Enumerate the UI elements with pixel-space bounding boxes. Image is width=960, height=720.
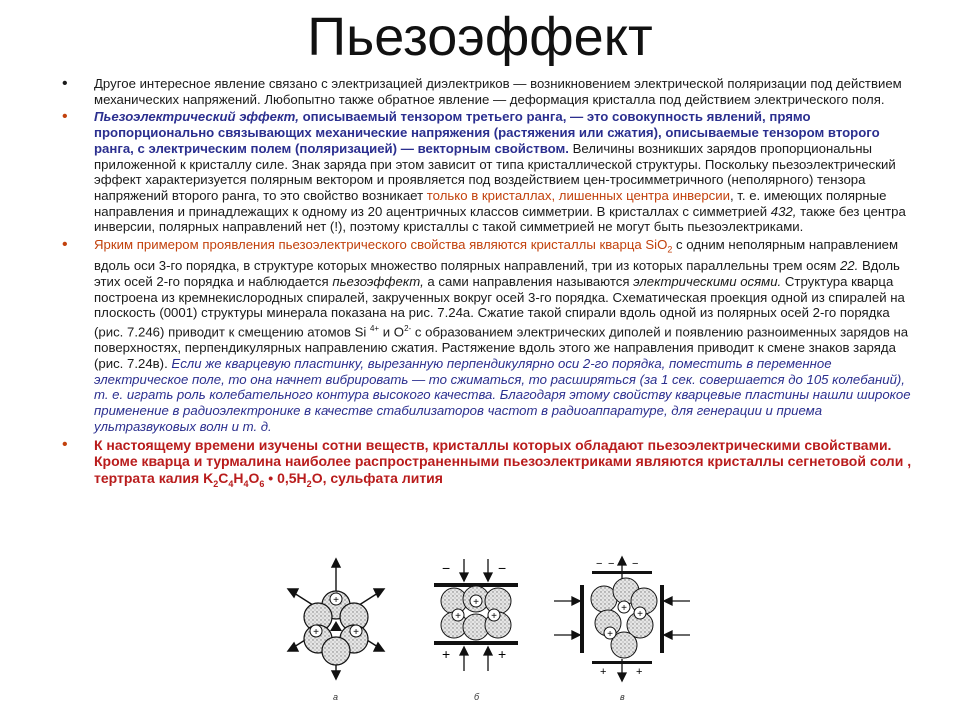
top-plate [592,571,652,574]
paragraph-3f: с образованием электрических диполей и появлению разноименных зарядов на поверхностях, перпендикулярных направлению сжатия. Растяжение вдоль этого же направления приводит к смене знаков заряда (рис. 7.24в). [94,324,909,371]
paragraph-3c: а сами направления называются [423,274,634,290]
bullet-marker: • [62,108,68,126]
plus-sign: + [353,627,359,638]
plus-sign: + [636,666,643,678]
page-title: Пьезоэффект [307,7,653,67]
piezo-term: Пьезоэлектрический эффект, [94,109,299,125]
plus-sign: + [491,611,497,622]
plus-sign: + [621,603,627,614]
paragraph-3d: Структура кварца построена из кремнекислородных спиралей, закрученных вокруг осей 3-го порядка. Схематическая проекция одной из спиралей на плоскость (0001) структуры минерала показана на рис. 7.24а. Сжатие такой спирали вдоль одной из полярных осей 2-го порядка (рис. 7.246) приводит к смещению атомов Si [94,274,905,340]
plus-sign: + [637,609,643,620]
quartz-example: Ярким примером проявления пьезоэлектрического свойства являются кристаллы кварца SiO [94,237,668,253]
bullet-item-3 [62,237,922,434]
minus-sign: − [608,558,615,570]
arrows-bottom [460,647,492,671]
si-charge: 4+ [369,324,380,334]
paragraph-3e: и O [379,324,405,340]
diagram-c [552,555,692,683]
diagram-a [272,555,400,683]
paragraph-2c: также без центра инверсии, полярных направлений нет (!), поэтому кристаллы с такой симметрией не могут быть пьезоэлектриками. [94,203,906,235]
symmetry-432: 432, [770,203,797,219]
bullet-list [62,76,922,494]
bullet-marker: • [62,435,68,453]
arrows-top [460,559,492,581]
paragraph-4: К настоящему времени изучены сотни веществ, кристаллы которых обладают пьезоэлектрическими свойствами. Кроме кварца и турмалина наиболее распространенными пьезоэлектриками являются кристаллы сегнетовой соли , тертрата калия $K_2C_4H_4O_6$ • $0,5H_2O$, сульфата лития [94,436,912,489]
electric-axes: электрическими осями. [633,274,782,290]
plus-sign: + [600,666,607,678]
plus-sign: + [333,595,339,606]
paragraph-3b: Вдоль этих осей 2-го порядка и наблюдается [94,258,900,290]
piezo-definition: описываемый тензором третьего ранга, — это совокупность явлений, прямо пропорционально связывающих механические напряжения (растяжения или сжатия), описываемые тензором второго ранга, с электрическим полем (поляризацией) — векторным свойством. [94,109,880,156]
minus-sign: − [632,558,639,570]
caption-a: a [333,692,339,702]
paragraph-3a: с одним неполярным направлением вдоль оси 3-го порядка, в структуре которых множество полярных направлений, три из которых параллельны трем осям [94,237,899,274]
highlight-inversion: только в кристаллах, лишенных центра инверсии [426,187,730,203]
minus-sign: − [442,560,451,576]
bullet-marker: • [62,75,68,92]
quartz-oscillator-text: Если же кварцевую пластинку, вырезанную перпендикулярно оси 2-го порядка, поместить в переменное электрическое поле, то она начнет вибрировать — то сжиматься, то расширяться (за 1 сек. совершается до 105 колебаний), т. е. играть роль колебательного контура высокого качества. Благодаря этому свойству кварцевые пластины нашли широкое применение в радиоэлектронике в качестве стабилизаторов частот в радиоаппаратуре, для генерации и приема ультразвуковых волн и т. д. [94,355,911,434]
paragraph-1: Другое интересное явление связано с электризацией диэлектриков — возникновением электрической поляризации под действием механических напряжений. Любопытно также обратное явление — деформация кристалла под действием электрического поля. [94,76,902,107]
plus-sign: + [442,646,451,662]
oxygen-atom [322,637,350,665]
caption-c: в [620,692,625,702]
bullet-marker: • [62,236,68,254]
right-plate [660,585,664,653]
bullet-item-1 [62,76,922,107]
paragraph-2b: , т. е. имеющих полярные направления и принадлежащих к одному из 20 ацентричных классов симметрии. В кристаллах с симметрией [94,187,887,219]
bottom-plate [434,641,518,645]
axes-22: 22. [839,258,859,274]
piezo-italic: пьезоэффект, [332,274,424,290]
quartz-sub: 2 [667,244,673,255]
bullet-item-2 [62,109,922,235]
o-charge: 2- [404,324,412,334]
plus-sign: + [498,646,507,662]
left-plate [580,585,584,653]
axis-triangle [330,621,342,631]
plus-sign: + [313,627,319,638]
plus-sign: + [473,597,479,608]
paragraph-2a: Величины возникших зарядов пропорциональны приложенной к кристаллу силе. Знак заряда при этом зависит от типа кристаллической структуры. Поскольку пьезоэлектрический эффект характеризуется полярным вектором и проявляется под воздействием цен-тросимметричного (неполярного) тензора напряжений второго ранга, то это свойство возникает [94,140,896,203]
minus-sign: − [596,558,603,570]
minus-sign: − [498,560,507,576]
bullet-item-4 [62,437,922,493]
caption-b: б [474,692,480,702]
diagram-b [428,555,524,683]
plus-sign: + [607,629,613,640]
plus-sign: + [455,611,461,622]
